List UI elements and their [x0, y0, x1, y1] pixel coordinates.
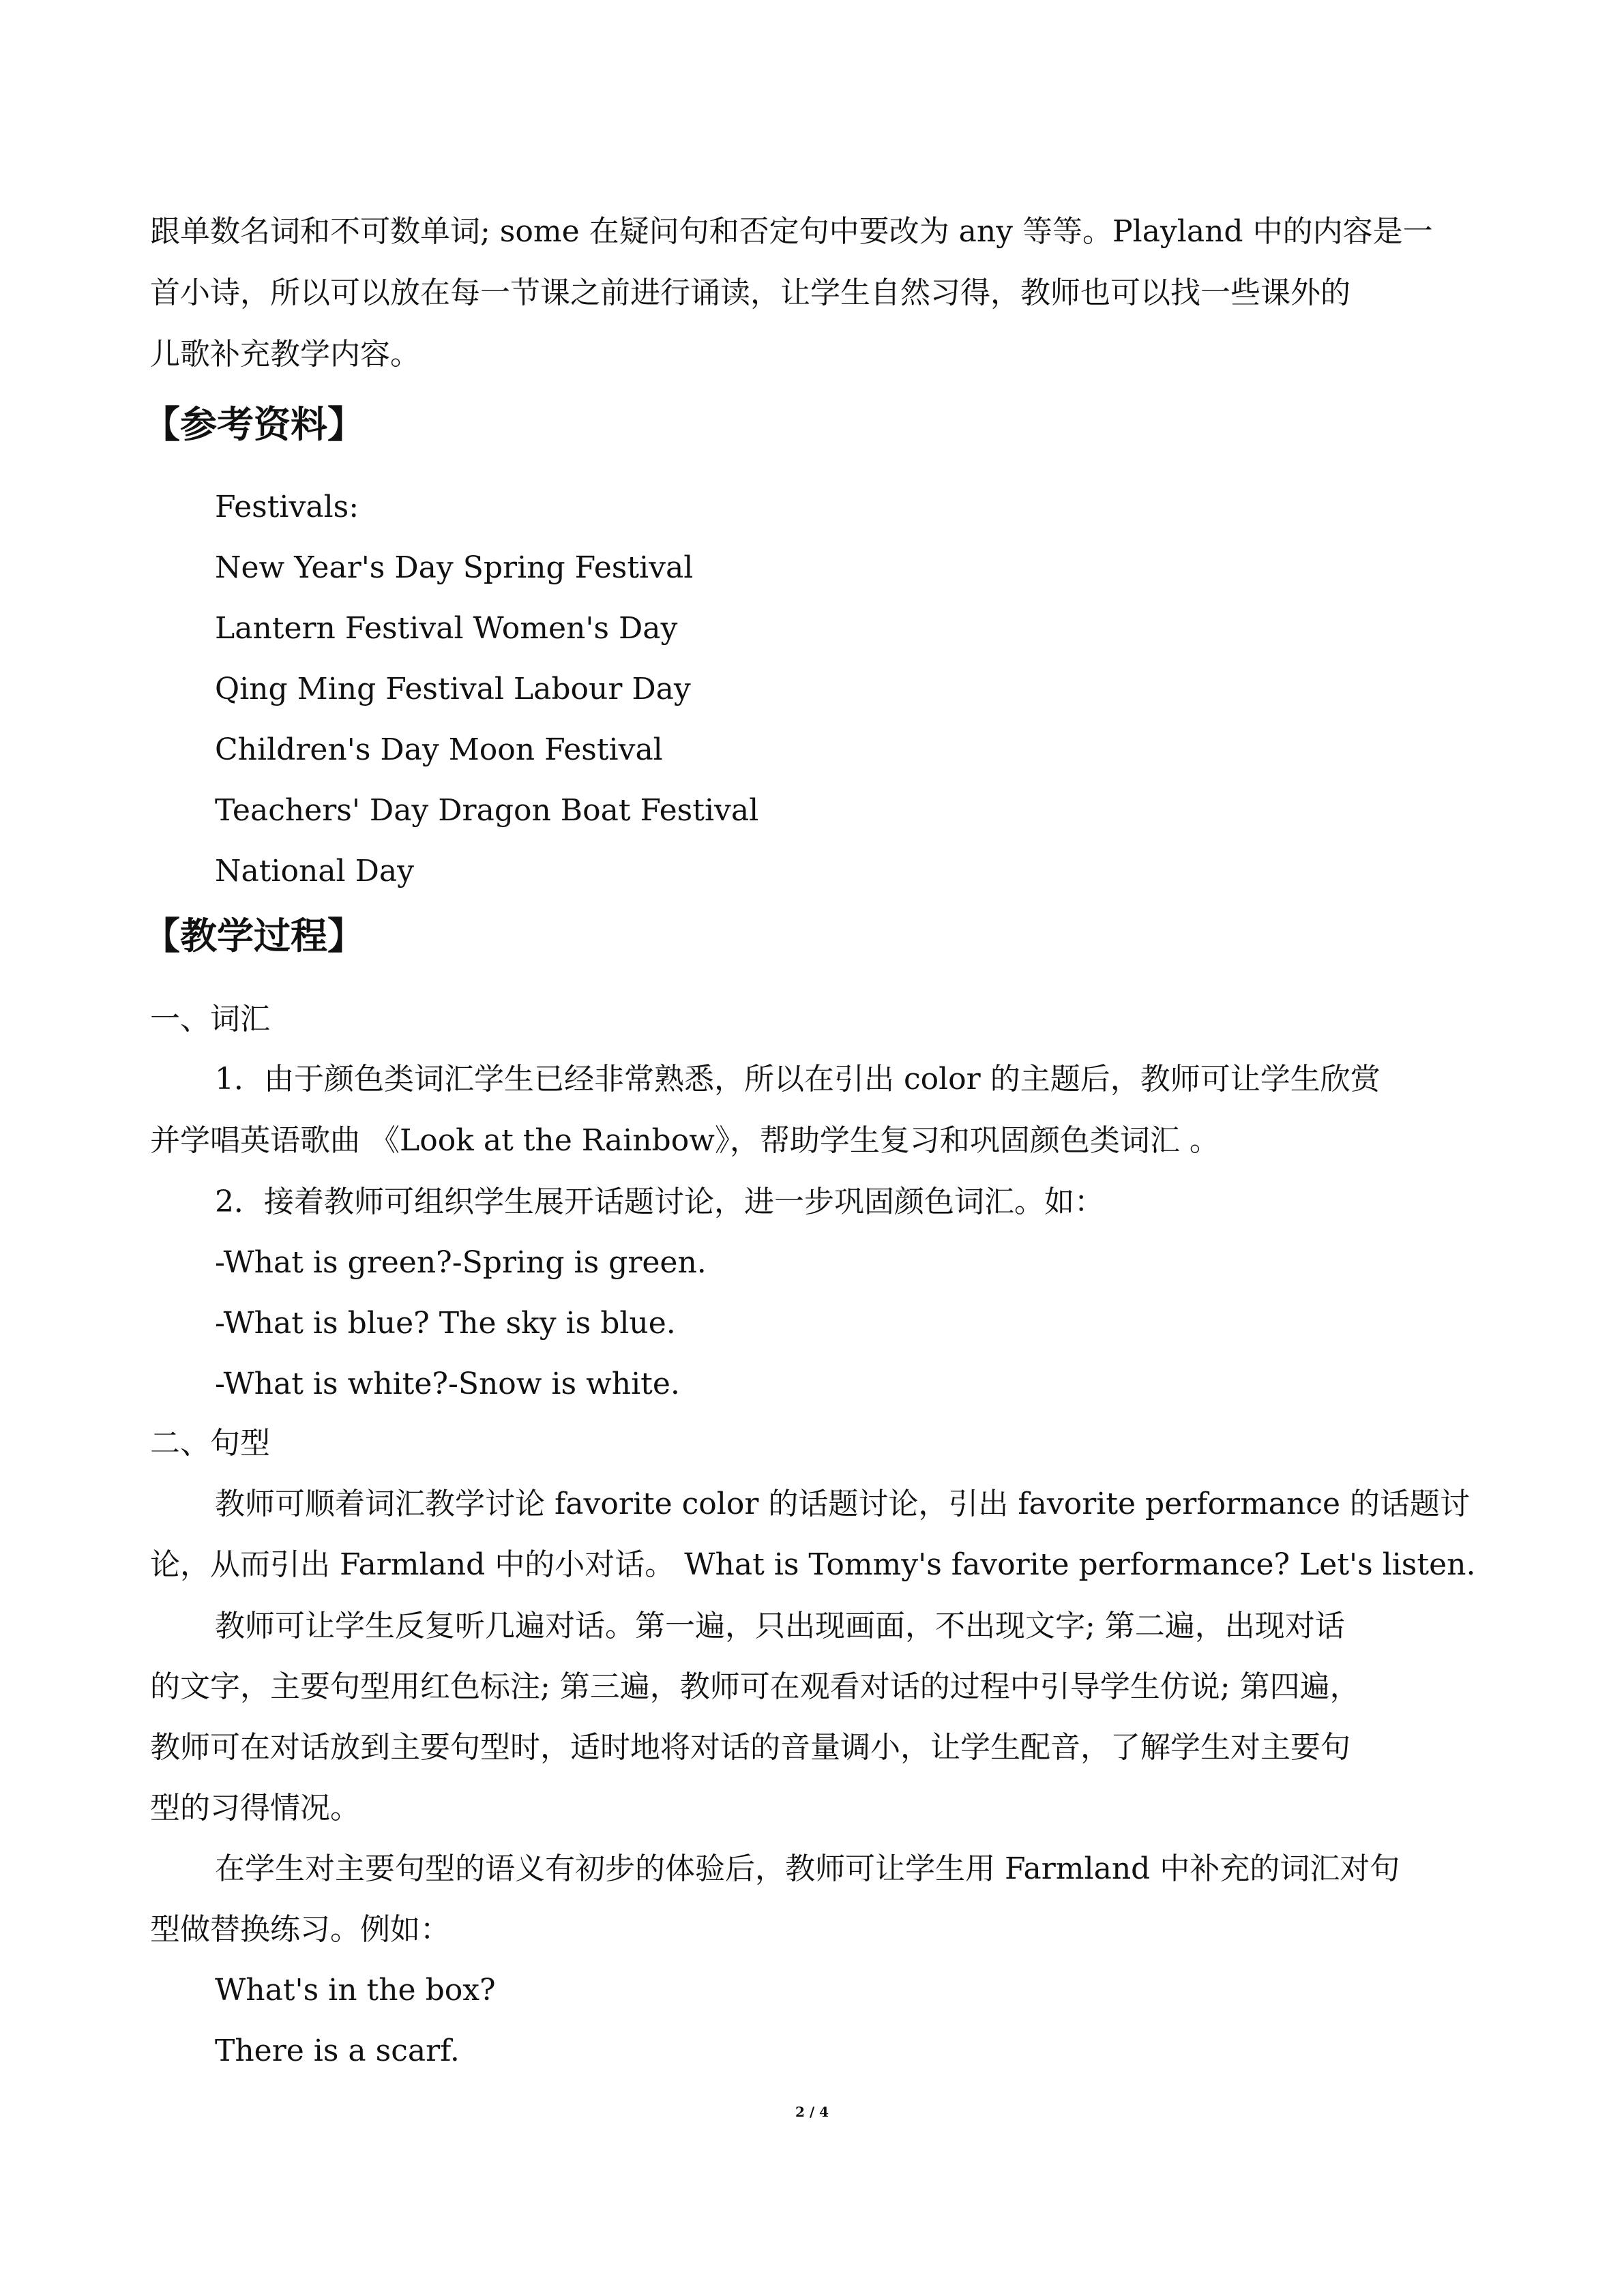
- example-line: What's in the box?: [215, 1973, 496, 2008]
- festival-line: National Day: [215, 854, 414, 889]
- paragraph-line: 在学生对主要句型的语义有初步的体验后，教师可让学生用 Farmland 中补充的词汇对句: [215, 1851, 1400, 1886]
- section-heading-reference: 【参考资料】: [143, 402, 364, 446]
- subsection-title-sentence: 二、句型: [150, 1426, 270, 1461]
- example-line: -What is white?-Snow is white.: [215, 1367, 680, 1401]
- example-line: -What is green?-Spring is green.: [215, 1245, 707, 1280]
- intro-line: 儿歌补充教学内容。: [150, 337, 420, 372]
- subsection-title-vocab: 一、词汇: [150, 1002, 270, 1037]
- page-number: 2 / 4: [795, 2104, 829, 2120]
- paragraph-line: 的文字，主要句型用红色标注; 第三遍，教师可在观看对话的过程中引导学生仿说; 第四遍，: [150, 1669, 1360, 1704]
- paragraph-line: 教师可顺着词汇教学讨论 favorite color 的话题讨论，引出 favorite performance 的话题讨: [215, 1487, 1471, 1521]
- paragraph-line: 1．由于颜色类词汇学生已经非常熟悉，所以在引出 color 的主题后，教师可让学生欣赏: [215, 1062, 1381, 1097]
- paragraph-line: 教师可在对话放到主要句型时，适时地将对话的音量调小，让学生配音，了解学生对主要句: [150, 1730, 1350, 1765]
- example-line: -What is blue? The sky is blue.: [215, 1306, 676, 1341]
- festival-line: Lantern Festival Women's Day: [215, 611, 678, 646]
- section-heading-process: 【教学过程】: [143, 914, 364, 957]
- paragraph-line: 论，从而引出 Farmland 中的小对话。 What is Tommy's favorite performance? Let's listen.: [150, 1547, 1476, 1582]
- festival-line: New Year's Day Spring Festival: [215, 550, 694, 585]
- paragraph-line: 型做替换练习。例如：: [150, 1912, 450, 1947]
- paragraph-line: 并学唱英语歌曲 《Look at the Rainbow》，帮助学生复习和巩固颜色类词汇 。: [150, 1123, 1220, 1158]
- paragraph-line: 型的习得情况。: [150, 1791, 360, 1825]
- paragraph-line: 教师可让学生反复听几遍对话。第一遍，只出现画面，不出现文字; 第二遍，出现对话: [215, 1609, 1345, 1643]
- paragraph-line: 2．接着教师可组织学生展开话题讨论，进一步巩固颜色词汇。如：: [215, 1184, 1104, 1219]
- intro-line: 跟单数名词和不可数单词; some 在疑问句和否定句中要改为 any 等等。Playland 中的内容是一: [150, 214, 1433, 249]
- festival-line: Qing Ming Festival Labour Day: [215, 672, 691, 706]
- festival-line: Teachers' Day Dragon Boat Festival: [215, 793, 759, 828]
- festival-line: Children's Day Moon Festival: [215, 732, 663, 767]
- intro-line: 首小诗，所以可以放在每一节课之前进行诵读，让学生自然习得，教师也可以找一些课外的: [150, 275, 1350, 310]
- festival-line: Festivals:: [215, 490, 359, 524]
- example-line: There is a scarf.: [215, 2033, 460, 2068]
